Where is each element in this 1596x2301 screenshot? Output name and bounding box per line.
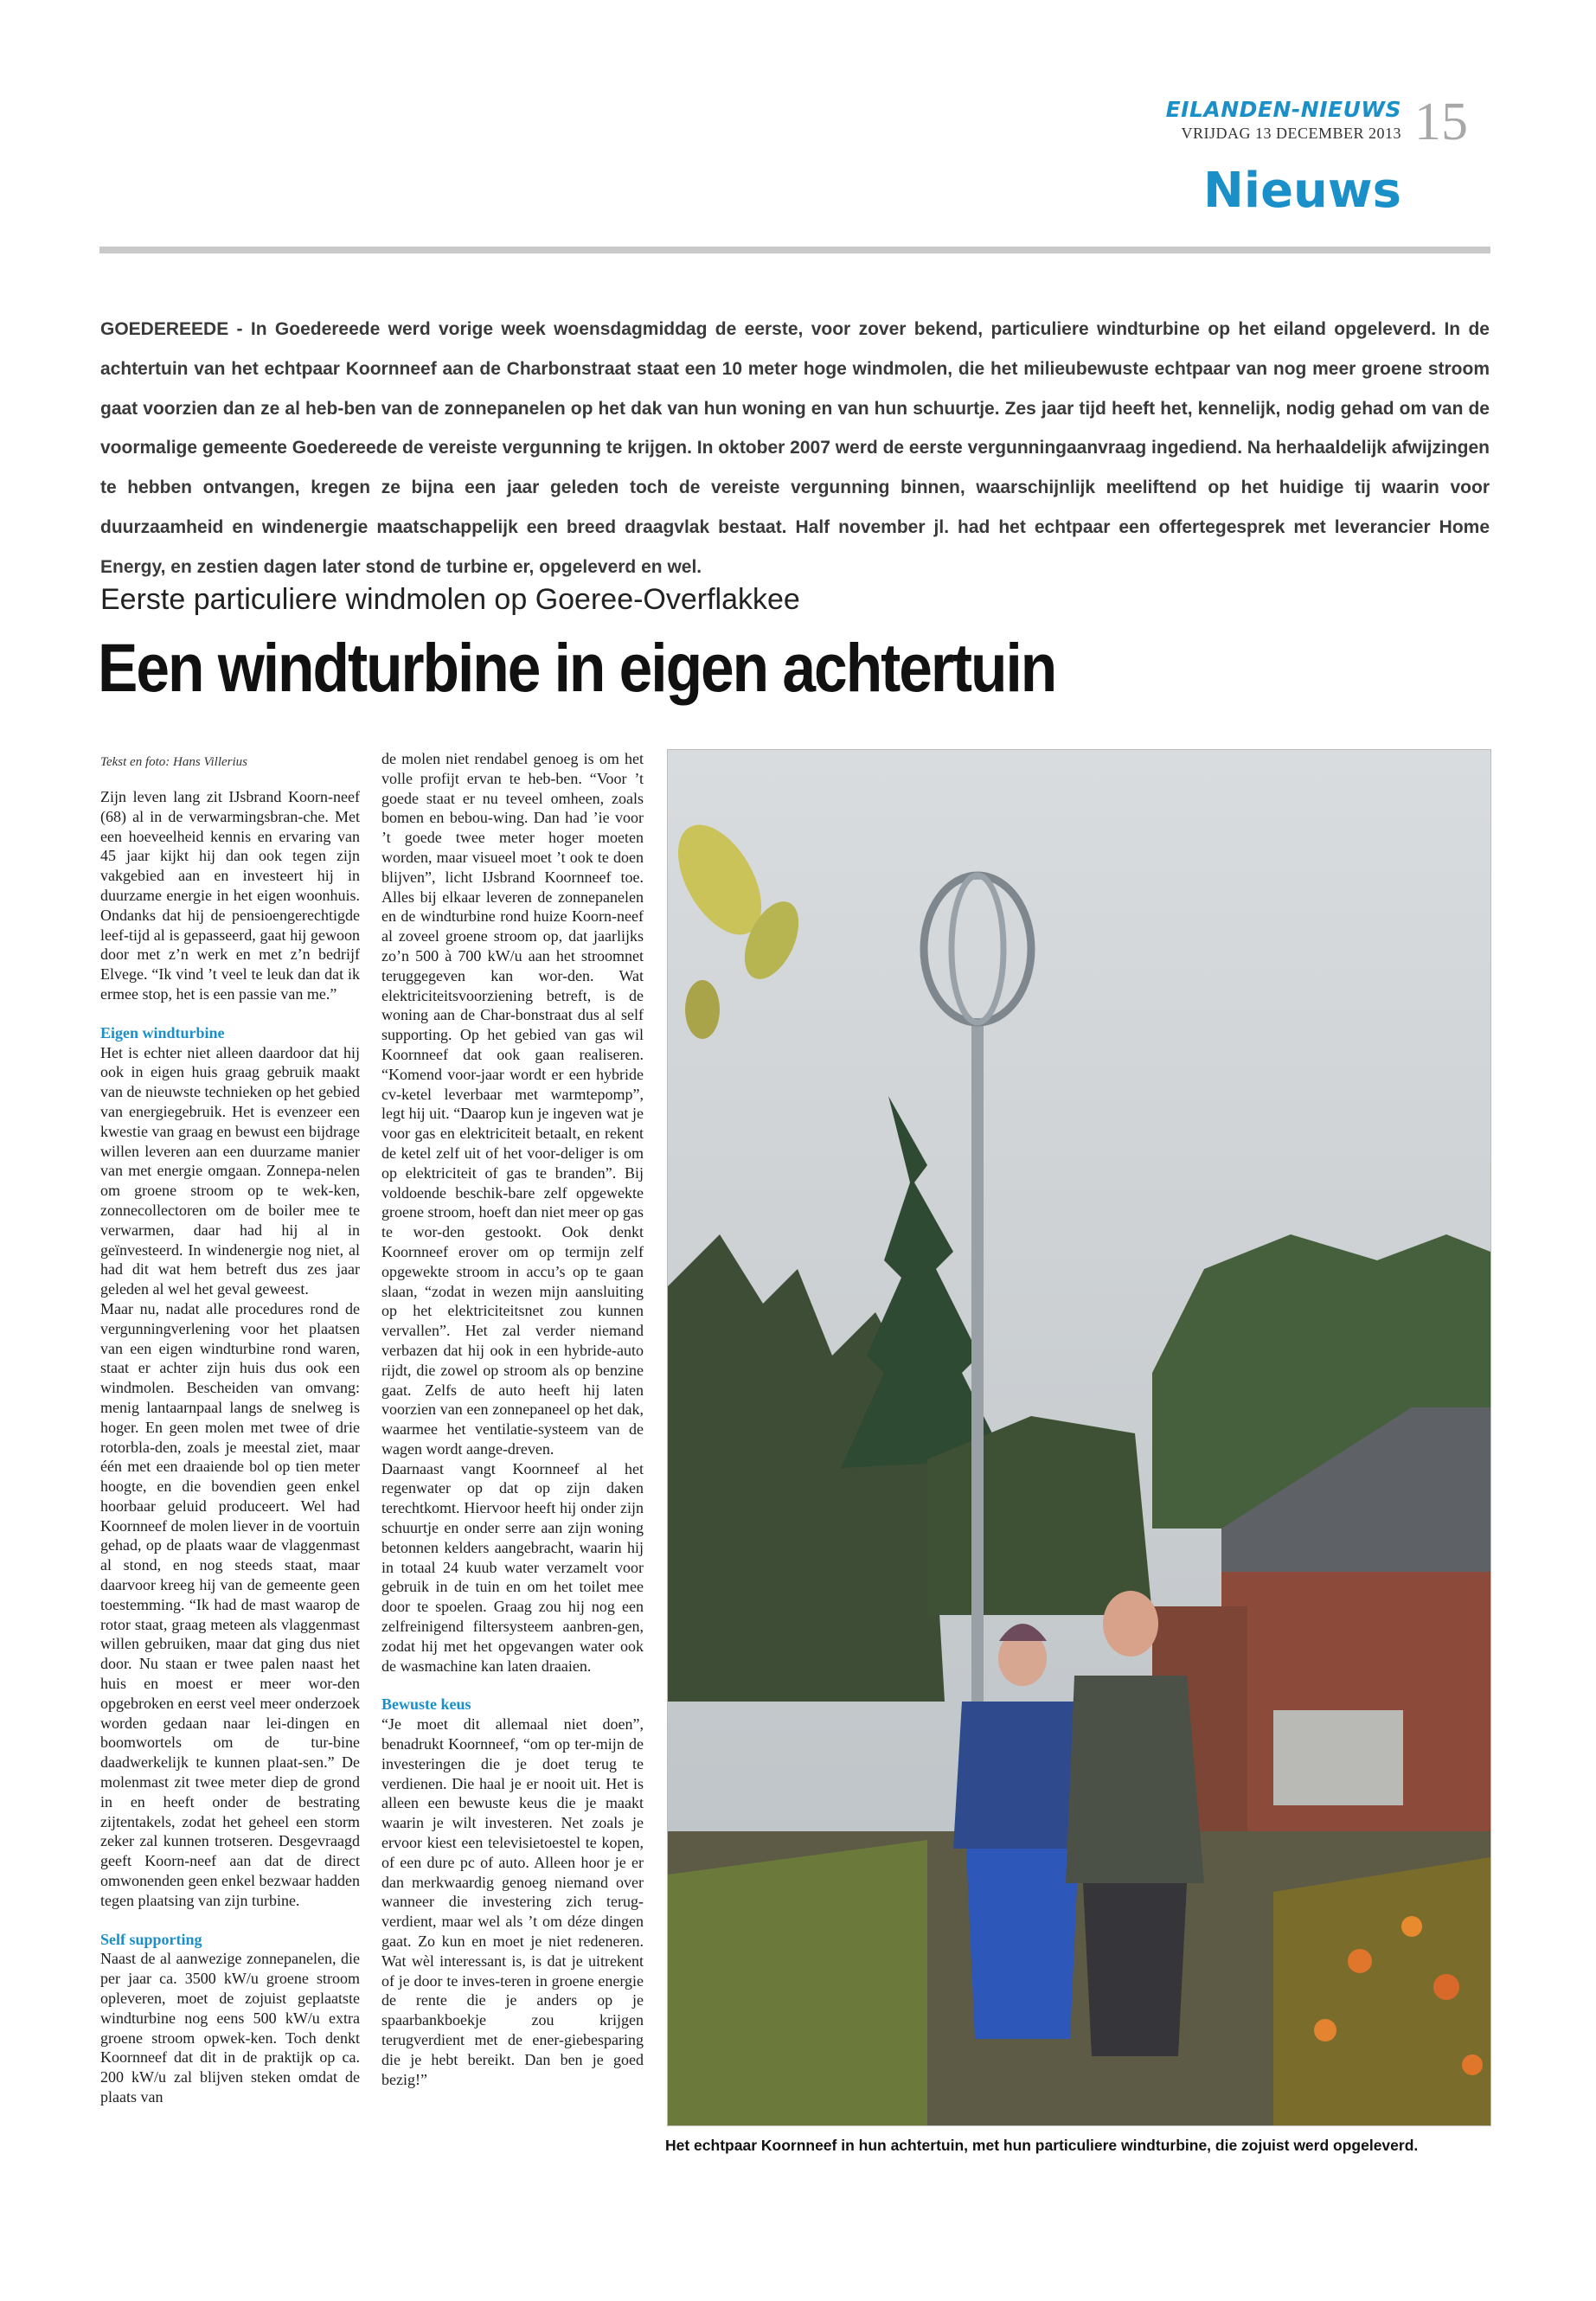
page-number: 15 [1414, 93, 1468, 151]
paper-name: EILANDEN-NIEUWS [1165, 97, 1401, 122]
paragraph: de molen niet rendabel genoeg is om het volle profijt ervan te heb-ben. “Voor ’t goede staat er nu teveel omheen, zoals bomen en bebou-wing. Dan had ’ie voor ’t goede twee meter hoger moeten worden, maar visueel moet ’t ook te doen blijven”, licht IJsbrand Koornneef toe. Alles bij elkaar leveren de zonnepanelen en de windturbine rond huize Koorn-neef al zoveel groene stroom op, dat jaarlijks zo’n 500 à 700 kW/u aan het stroomnet teruggegeven kan wor-den. Wat elektriciteitsvoorziening betreft, is de woning aan de Char-bonstraat dus al self supporting. Op het gebied van gas wil Koornneef dat ook gaan realiseren. “Komend voor-jaar wordt er een hybride cv-ketel leverbaar met warmtepomp”, legt hij uit. “Daarop kun je ingeven wat je voor gas en elektriciteit betaalt, en rekent de ketel zelf uit of het voor-deliger is om op elektriciteit of gas te branden”. Bij voldoende beschik-bare zelf opgewekte groene stroom, hoeft dan niet meer op gas te wor-den gestookt. Ook denkt Koornneef erover om op termijn zelf opgewekte stroom in accu’s op te gaan slaan, “zodat in wezen mijn aansluiting op het elektriciteitsnet zou kunnen vervallen”. Het zal verder niemand verbazen dat hij ook in een hybride-auto rijdt, die zowel op stroom als op benzine gaat. Zelfs de auto heeft hij laten voorzien van een zonnepaneel op het dak, waarmee het ventilatie-systeem van de wagen wordt aange-dreven. [381, 750, 644, 1458]
woman-trousers [966, 1849, 1079, 2039]
section-label: Nieuws [1203, 163, 1401, 219]
header-rule [99, 247, 1490, 253]
man-jacket [1066, 1676, 1204, 1883]
byline: Tekst en foto: Hans Villerius [100, 755, 247, 769]
article-column-1 [100, 753, 360, 2107]
flower [1462, 2054, 1483, 2075]
cold-frame [1273, 1710, 1403, 1805]
paragraph: Daarnaast vangt Koornneef al het regenwater op dat op zijn daken terechtkomt. Hiervoor heeft hij onder zijn schuurtje en onder serre aan zijn woning betonnen kelders aangebracht, waarin hij in totaal 24 kuub water verzamelt voor gebruik in de tuin en om het toilet mee door te spoelen. Graag zou hij nog een zelfreinigend filtersysteem aanbren-gen, zodat hij met het opgevangen water ook de wasmachine kan laten draaien. [381, 1459, 644, 1675]
man-trousers [1083, 1883, 1187, 2056]
article-headline: Een windturbine in eigen achtertuin [98, 629, 1056, 706]
paragraph: Maar nu, nadat alle procedures rond de vergunningverlening voor het plaatsen van een eigen windturbine rond waren, staat er achter zijn huis dus ook een windmolen. Bescheiden van omvang: menig lantaarnpaal langs de snelweg is hoger. En geen molen met twee of drie rotorbla-den, zoals je meestal ziet, maar één met een draaiende bol op tien meter hoogte, en die bovendien geen enkel hoorbaar geluid produceert. Wel had Koornneef de molen liever in de voortuin gehad, op de plaats waar de vlaggenmast al stond, en nog steeds staat, maar daarvoor kreeg hij van de gemeente geen toestemming. “Ik had de mast waarop de rotor staat, graag meteen als vlaggenmast willen gebruiken, maar dat ging dus niet door. Nu staan er twee palen naast het huis en moest er meer wor-den opgebroken en eerst veel meer onderzoek worden gedaan naar lei-dingen en boomwortels om de tur-bine daadwerkelijk te kunnen plaat-sen.” De molenmast zit twee meter diep de grond in en heeft onder de bestrating zijtentakels, zodat het geheel een storm zeker zal kunnen trotseren. Desgevraagd geeft Koorn-neef aan dat de direct omwonenden geen enkel bezwaar hadden tegen plaatsing van zijn turbine. [100, 1299, 360, 1909]
garden-plants [668, 1840, 927, 2125]
leaf [685, 980, 720, 1039]
subheading: Bewuste keus [381, 1695, 471, 1714]
subheading: Eigen windturbine [100, 1023, 225, 1042]
photo-illustration [668, 750, 1490, 2125]
flower [1401, 1916, 1422, 1937]
paragraph: Het is echter niet alleen daardoor dat hij ook in eigen huis graag gebruik maakt van de nieuwste technieken op het gebied van energiegebruik. Het is evenzeer een kwestie van graag en bewust een bijdrage willen leveren aan een duurzame manier van met energie omgaan. Zonnepa-nelen om groene stroom op te wek-ken, zonnecollectoren om de boiler mee te verwarmen, daar had hij al in geïnvesteerd. In windenergie nog niet, al had dit wat hem betreft dus zes jaar geleden al wel het geval geweest. [100, 1043, 360, 1298]
article-kicker: Eerste particuliere windmolen op Goeree-Overflakkee [100, 583, 800, 616]
flower [1433, 1974, 1459, 2000]
paragraph: Zijn leven lang zit IJsbrand Koorn-neef (68) al in de verwarmingsbran-che. Met een hoeveelheid kennis en ervaring van 45 jaar kijkt hij dan ook tegen zijn vakgebied aan en investeert hij in duurzame energie in het eigen woonhuis. Ondanks dat hij de pensioengerechtigde leef-tijd al is gepasseerd, gaat hij gewoon door met z’n werk en met z’n bedrijf Elvege. “Ik vind ’t veel te leuk dan dat ik ermee stop, het is een passie van me.” [100, 788, 360, 1003]
paragraph: Naast de al aanwezige zonnepanelen, die per jaar ca. 3500 kW/u groene stroom opleveren, moet de zojuist geplaatste windturbine nog eens 500 kW/u extra groene stroom opwek-ken. Toch denkt Koornneef dat dit in de praktijk op ca. 200 kW/u zal blijven steken omdat de plaats van [100, 1950, 360, 2106]
article-column-2 [381, 749, 644, 2089]
intro-paragraph: GOEDEREEDE - In Goedereede werd vorige week woensdagmiddag de eerste, voor zover bekend, particuliere windturbine op het eiland opgeleverd. In de achtertuin van het echtpaar Koornneef aan de Charbonstraat staat een 10 meter hoge windmolen, die het milieubewuste echtpaar van nog meer groene stroom gaat voorzien dan ze al heb-ben van de zonnepanelen op het dak van hun woning en van hun schuurtje. Zes jaar tijd heeft het, kennelijk, nodig gehad om van de voormalige gemeente Goedereede de vereiste vergunning te krijgen. In oktober 2007 werd de eerste vergunningaanvraag ingediend. Na herhaaldelijk afwijzingen te hebben ontvangen, kregen ze bijna een jaar geleden toch de vereiste vergunning binnen, waarschijnlijk meeliftend op het huidige tij waarin voor duurzaamheid en windenergie maatschappelijk een breed draagvlak bestaat. Half november jl. had het echtpaar een offertegesprek met leverancier Home Energy, en zestien dagen later stond de turbine er, opgeleverd en wel. [100, 319, 1490, 577]
subheading: Self supporting [100, 1930, 202, 1948]
article-photo [667, 749, 1491, 2126]
bushes-back [927, 1416, 1152, 1615]
man-head [1103, 1591, 1158, 1657]
issue-date: VRIJDAG 13 DECEMBER 2013 [1181, 125, 1401, 142]
flower [1348, 1949, 1372, 1973]
paragraph: “Je moet dit allemaal niet doen”, benadrukt Koornneef, “om op ter-mijn de investeringen die je doet terug te verdienen. Die haal je er nooit uit. Het is alleen een bewuste keus die je maakt waarin je wilt investeren. Net zoals je ervoor kiest een televisietoestel te kopen, of een dure pc of auto. Alleen hoor je er dan merkwaardig genoeg niemand over wanneer die investering zich terug-verdient, maar wel als ’t om déze dingen gaat. Zo kun en moet je niet redeneren. Wat wèl interessant is, is dat je uitrekent of je door te inves-teren in groene energie de rente die je anders op je spaarbankboekje zou krijgen terugverdient met de ener-giebesparing die je hebt bereikt. Dan ben je goed bezig!” [381, 1715, 644, 2088]
flower [1314, 2019, 1336, 2041]
masthead [1159, 97, 1401, 144]
photo-caption: Het echtpaar Koornneef in hun achtertuin, met hun particuliere windturbine, die zojuist werd opgeleverd. [665, 2137, 1419, 2154]
